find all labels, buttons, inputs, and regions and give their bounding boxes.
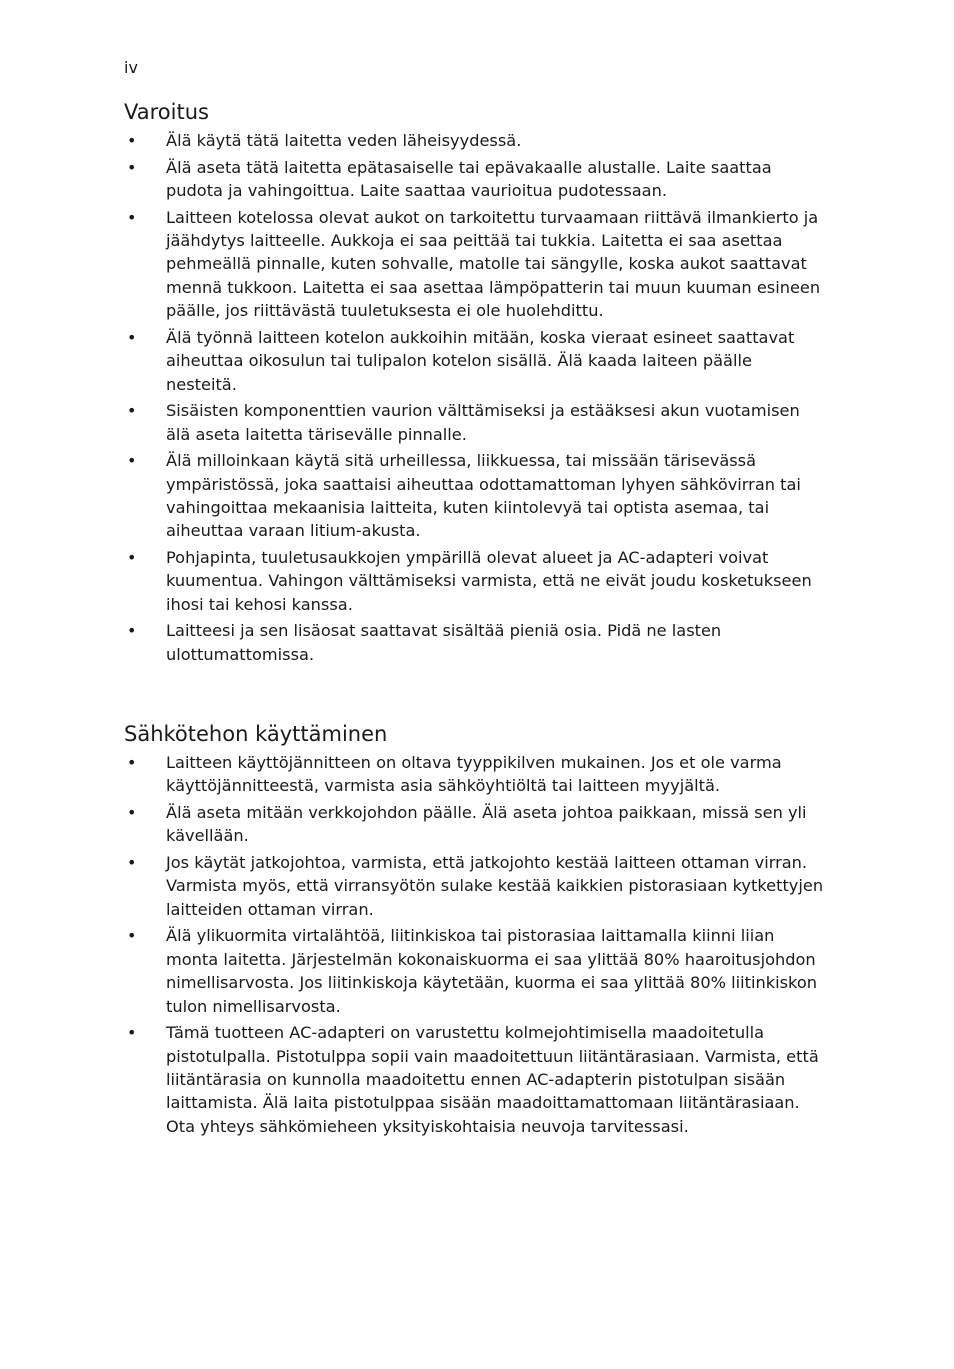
list-item bbox=[124, 801, 824, 848]
bullet-icon: • bbox=[127, 853, 137, 872]
bullet-icon: • bbox=[127, 753, 137, 772]
list-item-text: Pohjapinta, tuuletusaukkojen ympärillä olevat alueet ja AC-adapteri voivat kuumentua. Vahingon välttämiseksi varmista, että ne eivät joudu kosketukseen ihosi tai kehosi kanssa. bbox=[166, 548, 812, 614]
list-item bbox=[124, 1021, 824, 1138]
section-title: Sähkötehon käyttäminen bbox=[124, 722, 388, 746]
bullet-icon: • bbox=[127, 451, 137, 471]
list-item-text: Älä aseta mitään verkkojohdon päälle. Älä aseta johtoa paikkaan, missä sen yli kävellään. bbox=[166, 803, 807, 846]
bullet-icon: • bbox=[127, 1023, 137, 1043]
list-item bbox=[124, 129, 824, 152]
page-number: iv bbox=[124, 58, 138, 77]
bullet-icon: • bbox=[127, 926, 137, 946]
bullet-icon: • bbox=[127, 207, 137, 227]
list-item-text: Älä ylikuormita virtalähtöä, liitinkiskoa tai pistorasiaa laittamalla kiinni liian monta laitetta. Järjestelmän kokonaiskuorma ei saa ylittää 80% haaroitusjohdon nimellisarvosta. Jos liitinkiskoja käytetään, kuorma ei saa ylittää 80% liitinkiskon tulon nimellisarvosta. bbox=[166, 926, 818, 1016]
bullet-icon: • bbox=[127, 131, 137, 150]
section-sahkotehon-kayttaminen bbox=[124, 720, 824, 1141]
list-item bbox=[124, 751, 824, 798]
list-item-text: Älä käytä tätä laitetta veden läheisyydessä. bbox=[166, 131, 522, 150]
bullet-icon: • bbox=[127, 621, 137, 641]
list-item-text: Älä aseta tätä laitetta epätasaiselle tai epävakaalle alustalle. Laite saattaa pudota ja vahingoittua. Laite saattaa vaurioitua pudotessaan. bbox=[166, 157, 772, 200]
bullet-icon: • bbox=[127, 327, 137, 347]
list-item bbox=[124, 851, 824, 921]
list-item-text: Laitteesi ja sen lisäosat saattavat sisältää pieniä osia. Pidä ne lasten ulottumattomissa. bbox=[166, 621, 722, 664]
list-item-text: Sisäisten komponenttien vaurion välttämiseksi ja estääksesi akun vuotamisen älä aseta laitetta tärisevälle pinnalle. bbox=[166, 401, 800, 444]
list-item bbox=[124, 399, 824, 446]
bullet-icon: • bbox=[127, 157, 137, 177]
bullet-icon: • bbox=[127, 401, 137, 421]
list-item bbox=[124, 206, 824, 323]
list-item-text: Laitteen kotelossa olevat aukot on tarkoitettu turvaamaan riittävä ilmankierto ja jäähdytys laitteelle. Aukkoja ei saa peittää tai tukkia. Laitetta ei saa asettaa pehmeällä pinnalle, kuten sohvalle, matolle tai sängylle, koska aukot saattavat mennä tukkoon. Laitetta ei saa asettaa lämpöpatterin tai muun kuuman esineen päälle, jos riittävästä tuuletuksesta ei ole huolehdittu. bbox=[166, 207, 821, 321]
list-item bbox=[124, 156, 824, 203]
list-item bbox=[124, 449, 824, 543]
bullet-list bbox=[124, 751, 824, 1138]
section-title: Varoitus bbox=[124, 100, 209, 124]
bullet-icon: • bbox=[127, 803, 137, 822]
list-item bbox=[124, 924, 824, 1018]
list-item bbox=[124, 326, 824, 396]
list-item bbox=[124, 619, 824, 666]
list-item bbox=[124, 546, 824, 616]
bullet-icon: • bbox=[127, 548, 137, 568]
bullet-list bbox=[124, 129, 824, 666]
list-item-text: Tämä tuotteen AC-adapteri on varustettu kolmejohtimisella maadoitetulla pistotulpalla. Pistotulppa sopii vain maadoitettuun liitäntärasiaan. Varmista, että liitäntärasia on kunnolla maadoitettu ennen AC-adapterin pistotulpan sisään laittamista. Älä laita pistotulppaa sisään maadoittamattomaan liitäntärasiaan. Ota yhteys sähkömieheen yksityiskohtaisia neuvoja tarvitessasi. bbox=[166, 1023, 819, 1136]
section-varoitus bbox=[124, 98, 824, 669]
list-item-text: Älä milloinkaan käytä sitä urheillessa, liikkuessa, tai missään tärisevässä ympäristössä, joka saattaisi aiheuttaa odottamattoman lyhyen sähkövirran tai vahingoittaa mekaanisia laitteita, kuten kiintolevyä tai optista asemaa, tai aiheuttaa varaan litium-akusta. bbox=[166, 451, 801, 541]
list-item-text: Älä työnnä laitteen kotelon aukkoihin mitään, koska vieraat esineet saattavat aiheuttaa oikosulun tai tulipalon kotelon sisällä. Älä kaada laiteen päälle nesteitä. bbox=[166, 327, 795, 394]
list-item-text: Jos käytät jatkojohtoa, varmista, että jatkojohto kestää laitteen ottaman virran. Varmista myös, että virransyötön sulake kestää kaikkien pistorasiaan kytkettyjen laitteiden ottaman virran. bbox=[166, 853, 824, 919]
list-item-text: Laitteen käyttöjännitteen on oltava tyyppikilven mukainen. Jos et ole varma käyttöjännitteestä, varmista asia sähköyhtiöltä tai laitteen myyjältä. bbox=[166, 753, 782, 796]
